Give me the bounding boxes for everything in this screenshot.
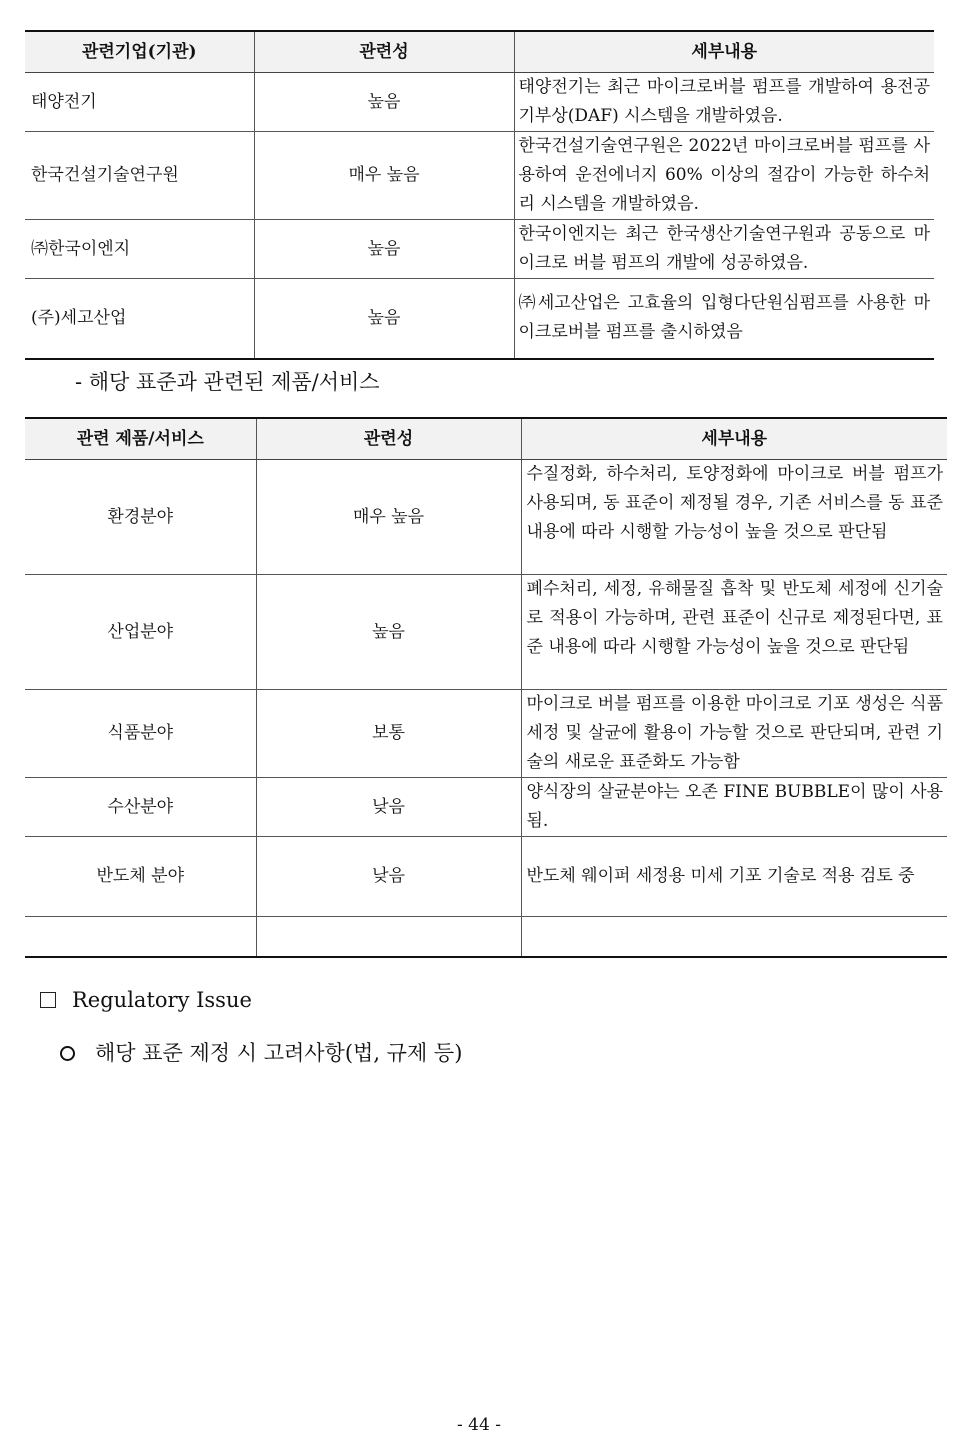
header-product: 관련 제품/서비스 bbox=[25, 418, 256, 460]
empty-cell bbox=[256, 917, 521, 957]
company-name: (주)세고산업 bbox=[25, 279, 254, 359]
table-row bbox=[25, 460, 947, 575]
detail-text: ㈜세고산업은 고효율의 입형다단원심펌프를 사용한 마이크로버블 펌프를 출시하였음 bbox=[514, 279, 934, 359]
detail-text: 한국건설기술연구원은 2022년 마이크로버블 펌프를 사용하여 운전에너지 60% 이상의 절감이 가능한 하수처리 시스템을 개발하였음. bbox=[514, 132, 934, 220]
detail-text: 양식장의 살균분야는 오존 FINE BUBBLE이 많이 사용됨. bbox=[521, 778, 947, 837]
checkbox-square-icon bbox=[40, 992, 56, 1008]
relevance-value: 낮음 bbox=[256, 837, 521, 917]
company-name: ㈜한국이엔지 bbox=[25, 220, 254, 279]
detail-text: 폐수처리, 세정, 유해물질 흡착 및 반도체 세정에 신기술로 적용이 가능하며, 관련 표준이 신규로 제정된다면, 표준 내용에 따라 시행할 가능성이 높을 것으로 판단됨 bbox=[521, 575, 947, 690]
relevance-value: 보통 bbox=[256, 690, 521, 778]
relevance-value: 높음 bbox=[256, 575, 521, 690]
relevance-value: 높음 bbox=[254, 279, 514, 359]
empty-row bbox=[25, 917, 947, 957]
table-row bbox=[25, 837, 947, 917]
detail-text: 마이크로 버블 펌프를 이용한 마이크로 기포 생성은 식품 세정 및 살균에 활용이 가능할 것으로 판단되며, 관련 기술의 새로운 표준화도 가능함 bbox=[521, 690, 947, 778]
product-name: 반도체 분야 bbox=[25, 837, 256, 917]
related-companies-table bbox=[25, 30, 934, 360]
section-title bbox=[40, 985, 252, 1015]
products-subheading: - 해당 표준과 관련된 제품/서비스 bbox=[75, 370, 380, 394]
table-row bbox=[25, 690, 947, 778]
empty-cell bbox=[521, 917, 947, 957]
header-company: 관련기업(기관) bbox=[25, 31, 254, 73]
header-detail: 세부내용 bbox=[514, 31, 934, 73]
company-name: 한국건설기술연구원 bbox=[25, 132, 254, 220]
related-products-table bbox=[25, 417, 947, 958]
circle-bullet-icon bbox=[60, 1046, 75, 1061]
table-header-row bbox=[25, 31, 934, 73]
table-row bbox=[25, 575, 947, 690]
product-name: 환경분야 bbox=[25, 460, 256, 575]
header-detail: 세부내용 bbox=[521, 418, 947, 460]
detail-text: 수질정화, 하수처리, 토양정화에 마이크로 버블 펌프가 사용되며, 동 표준이 제정될 경우, 기존 서비스를 동 표준 내용에 따라 시행할 가능성이 높을 것으로 판단됨 bbox=[521, 460, 947, 575]
bullet-item bbox=[60, 1038, 462, 1068]
table-header-row bbox=[25, 418, 947, 460]
relevance-value: 높음 bbox=[254, 220, 514, 279]
table-row bbox=[25, 279, 934, 359]
table-row bbox=[25, 132, 934, 220]
detail-text: 반도체 웨이퍼 세정용 미세 기포 기술로 적용 검토 중 bbox=[521, 837, 947, 917]
table-row bbox=[25, 778, 947, 837]
product-name: 식품분야 bbox=[25, 690, 256, 778]
company-name: 태양전기 bbox=[25, 73, 254, 132]
header-relevance: 관련성 bbox=[254, 31, 514, 73]
section-title-text: Regulatory Issue bbox=[72, 988, 252, 1012]
table-row bbox=[25, 73, 934, 132]
bullet-text: 해당 표준 제정 시 고려사항(법, 규제 등) bbox=[95, 1041, 463, 1065]
relevance-value: 높음 bbox=[254, 73, 514, 132]
relevance-value: 매우 높음 bbox=[254, 132, 514, 220]
relevance-value: 매우 높음 bbox=[256, 460, 521, 575]
detail-text: 한국이엔지는 최근 한국생산기술연구원과 공동으로 마이크로 버블 펌프의 개발에 성공하였음. bbox=[514, 220, 934, 279]
header-relevance: 관련성 bbox=[256, 418, 521, 460]
table-row bbox=[25, 220, 934, 279]
product-name: 수산분야 bbox=[25, 778, 256, 837]
relevance-value: 낮음 bbox=[256, 778, 521, 837]
product-name: 산업분야 bbox=[25, 575, 256, 690]
page-number: - 44 - bbox=[457, 1415, 501, 1435]
detail-text: 태양전기는 최근 마이크로버블 펌프를 개발하여 용전공기부상(DAF) 시스템을 개발하였음. bbox=[514, 73, 934, 132]
empty-cell bbox=[25, 917, 256, 957]
